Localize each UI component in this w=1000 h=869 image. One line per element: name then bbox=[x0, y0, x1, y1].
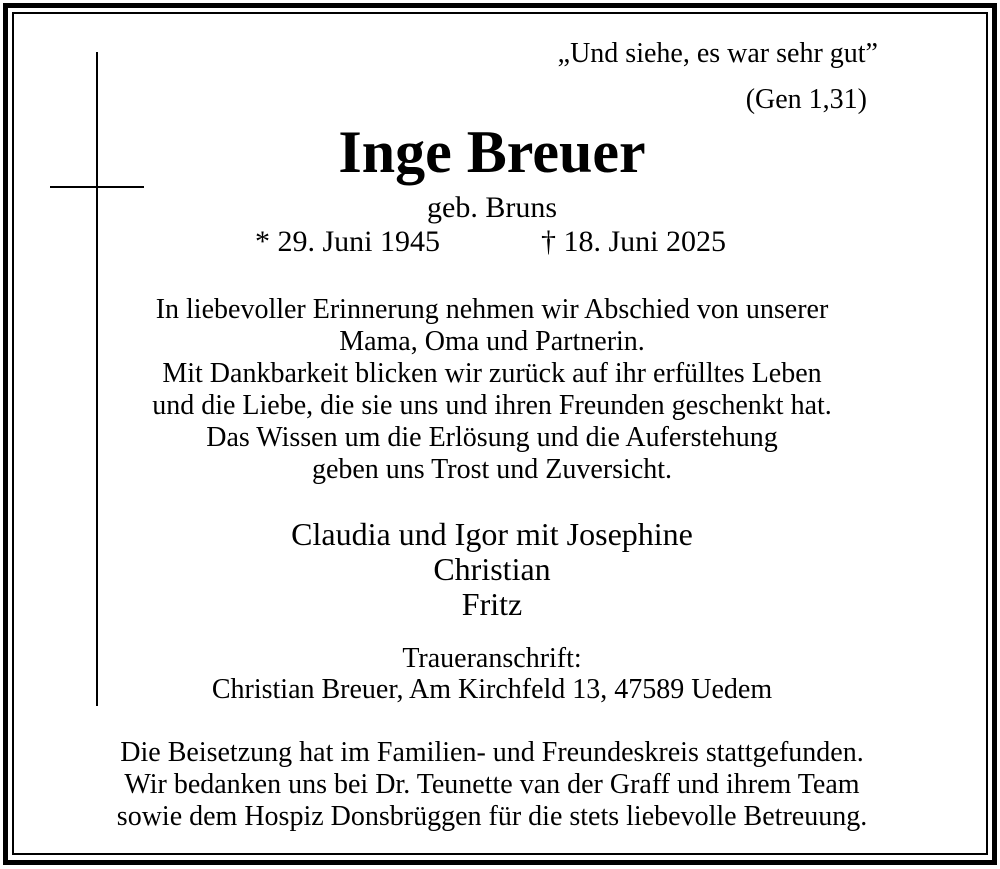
mourning-address bbox=[0, 643, 984, 705]
mourner-name: Fritz bbox=[461, 586, 523, 622]
message-line: und die Liebe, die sie uns und ihren Freunden geschenkt hat. bbox=[152, 390, 832, 421]
mourners-list bbox=[0, 517, 984, 622]
farewell-message bbox=[0, 294, 984, 486]
life-dates bbox=[0, 226, 984, 258]
closing-line: Wir bedanken uns bei Dr. Teunette van der Graff und ihrem Team bbox=[124, 769, 860, 800]
birth-date: * 29. Juni 1945 bbox=[255, 225, 441, 258]
mourner-name: Claudia und Igor mit Josephine bbox=[291, 516, 693, 552]
scripture-quote: „Und siehe, es war sehr gut” bbox=[557, 38, 878, 69]
address-label: Traueranschrift: bbox=[402, 643, 582, 674]
message-line: Das Wissen um die Erlösung und die Auferstehung bbox=[206, 422, 778, 453]
message-line: Mama, Oma und Partnerin. bbox=[339, 326, 645, 357]
message-line: Mit Dankbarkeit blicken wir zurück auf ihr erfülltes Leben bbox=[162, 358, 822, 389]
closing-note bbox=[0, 737, 984, 833]
message-line: geben uns Trost und Zuversicht. bbox=[311, 454, 673, 485]
closing-line: Die Beisetzung hat im Familien- und Freundeskreis stattgefunden. bbox=[120, 737, 864, 768]
death-date: † 18. Juni 2025 bbox=[541, 225, 727, 258]
scripture-reference: (Gen 1,31) bbox=[745, 84, 867, 115]
message-line: In liebevoller Erinnerung nehmen wir Abschied von unserer bbox=[155, 294, 829, 325]
mourner-name: Christian bbox=[433, 551, 551, 587]
deceased-name: Inge Breuer bbox=[338, 119, 646, 185]
closing-line: sowie dem Hospiz Donsbrüggen für die stets liebevolle Betreuung. bbox=[116, 801, 868, 832]
birth-name: geb. Bruns bbox=[427, 191, 557, 224]
address-value: Christian Breuer, Am Kirchfeld 13, 47589 Uedem bbox=[211, 674, 773, 705]
cross-horizontal-beam bbox=[50, 186, 144, 188]
